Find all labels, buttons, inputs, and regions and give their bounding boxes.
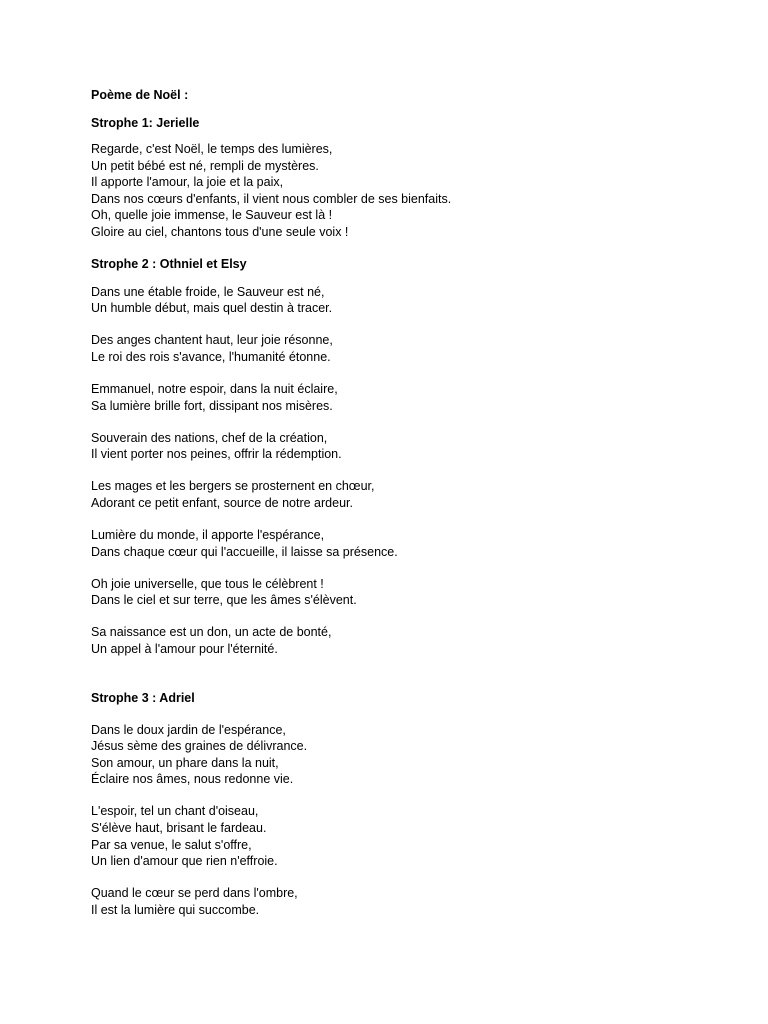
poem-line: Le roi des rois s'avance, l'humanité étonne. [91,349,331,364]
poem-line: Son amour, un phare dans la nuit, [91,755,279,770]
poem-line: L'espoir, tel un chant d'oiseau, [91,804,259,819]
poem-line: Dans nos cœurs d'enfants, il vient nous combler de ses bienfaits. [91,191,452,206]
poem-line: Sa naissance est un don, un acte de bonté, [91,625,332,640]
stanza [91,885,728,918]
stanza [91,284,728,317]
strophe-1-heading: Strophe 1: Jerielle [91,115,200,130]
poem-line: Gloire au ciel, chantons tous d'une seule voix ! [91,224,349,239]
poem-line: Un lien d'amour que rien n'effroie. [91,854,278,869]
poem-line: Oh joie universelle, que tous le célèbrent ! [91,576,324,591]
poem-line: Sa lumière brille fort, dissipant nos misères. [91,398,333,413]
poem-line: Oh, quelle joie immense, le Sauveur est là ! [91,208,333,223]
poem-line: Emmanuel, notre espoir, dans la nuit éclaire, [91,381,338,396]
strophe-3-heading: Strophe 3 : Adriel [91,691,195,706]
poem-line: Souverain des nations, chef de la création, [91,430,328,445]
poem-line: Des anges chantent haut, leur joie résonne, [91,333,333,348]
poem-line: Il vient porter nos peines, offrir la rédemption. [91,447,342,462]
poem-line: Lumière du monde, il apporte l'espérance, [91,528,325,542]
stanza [91,803,728,869]
stanza [91,381,728,414]
poem-line: Quand le cœur se perd dans l'ombre, [91,886,298,901]
poem-line: Un appel à l'amour pour l'éternité. [91,641,278,656]
poem-line: S'élève haut, brisant le fardeau. [91,821,267,836]
poem-line: Dans le doux jardin de l'espérance, [91,722,286,737]
stanza [91,624,728,657]
poem-line: Éclaire nos âmes, nous redonne vie. [91,772,294,787]
poem-title: Poème de Noël : [91,88,189,102]
poem-line: Dans chaque cœur qui l'accueille, il laisse sa présence. [91,544,398,559]
poem-line: Un humble début, mais quel destin à tracer. [91,301,333,316]
stanza [91,576,728,609]
poem-line: Dans le ciel et sur terre, que les âmes s'élèvent. [91,593,357,608]
strophe-2-heading: Strophe 2 : Othniel et Elsy [91,257,247,272]
poem-line: Un petit bébé est né, rempli de mystères. [91,158,319,173]
stanza [91,332,728,365]
stanza [91,478,728,511]
poem-line: Jésus sème des graines de délivrance. [91,739,308,754]
stanza [91,430,728,463]
poem-line: Regarde, c'est Noël, le temps des lumières, [91,142,333,156]
poem-line: Les mages et les bergers se prosternent en chœur, [91,479,375,494]
stanza [91,722,728,788]
strophe-1-text [91,141,728,241]
stanza [91,527,728,560]
poem-line: Il est la lumière qui succombe. [91,902,260,917]
poem-line: Par sa venue, le salut s'offre, [91,837,252,852]
spacer [91,673,728,690]
poem-line: Il apporte l'amour, la joie et la paix, [91,175,284,190]
poem-line: Adorant ce petit enfant, source de notre ardeur. [91,495,353,510]
poem-line: Dans une étable froide, le Sauveur est né, [91,284,325,299]
